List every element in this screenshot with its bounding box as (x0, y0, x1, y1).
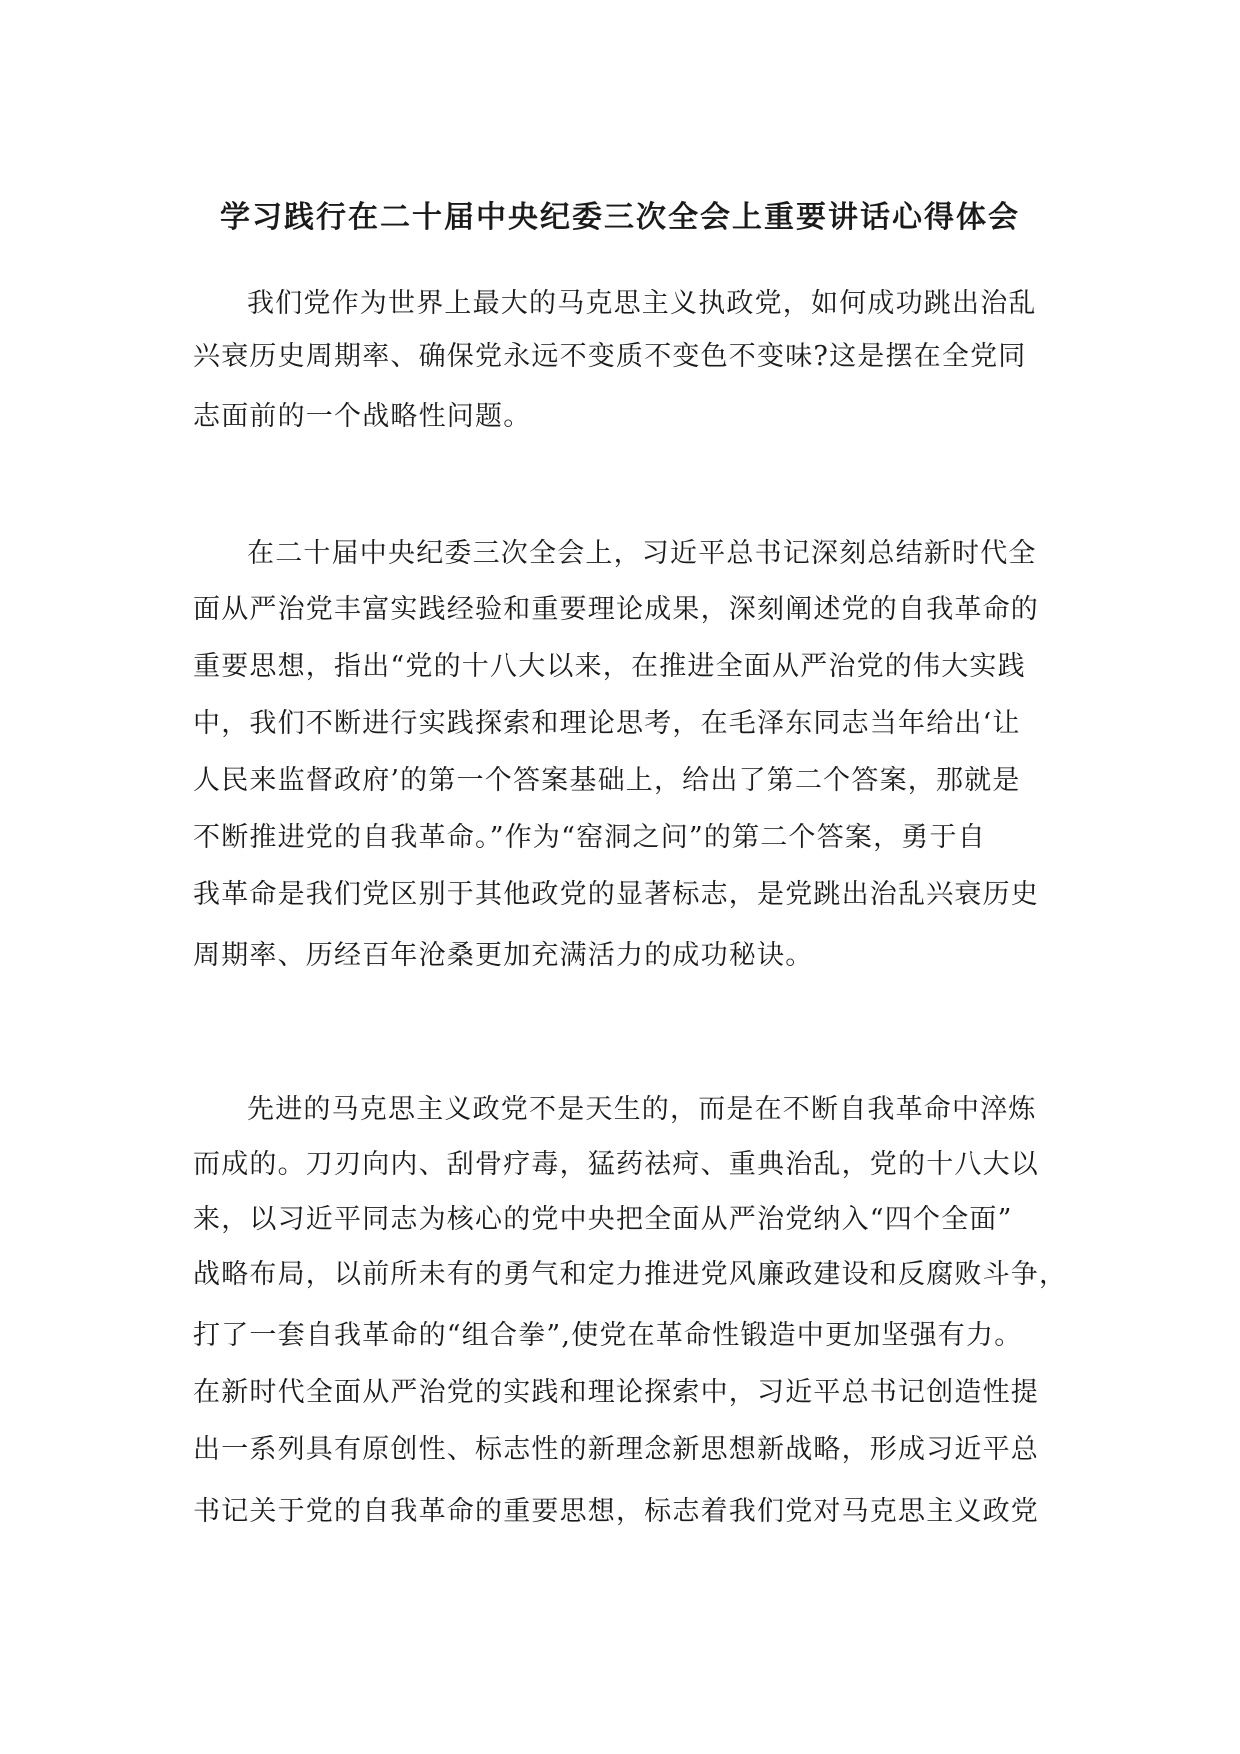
paragraph-1-line-3: 志面前的一个战略性问题。 (193, 401, 532, 432)
paragraph-3-line-7: 出一系列具有原创性、标志性的新理念新思想新战略，形成习近平总 (193, 1434, 1039, 1465)
paragraph-2-line-2: 面从严治党丰富实践经验和重要理论成果，深刻阐述党的自我革命的 (193, 594, 1039, 625)
paragraph-2-line-3: 重要思想，指出“党的十八大以来，在推进全面从严治党的伟大实践 (193, 651, 1026, 682)
paragraph-3-line-8: 书记关于党的自我革命的重要思想，标志着我们党对马克思主义政党 (193, 1496, 1039, 1527)
paragraph-2-line-6: 不断推进党的自我革命。”作为“窑洞之问”的第二个答案，勇于自 (193, 822, 986, 853)
paragraph-3-line-2: 而成的。刀刃向内、刮骨疗毒，猛药祛疴、重典治乱，党的十八大以 (193, 1149, 1039, 1180)
paragraph-2-line-7: 我革命是我们党区别于其他政党的显著标志，是党跳出治乱兴衰历史 (193, 879, 1039, 910)
paragraph-2-line-8: 周期率、历经百年沧桑更加充满活力的成功秘诀。 (193, 940, 814, 971)
paragraph-2-line-4: 中，我们不断进行实践探索和理论思考，在毛泽东同志当年给出‘让 (193, 708, 1021, 739)
paragraph-2-line-5: 人民来监督政府’的第一个答案基础上，给出了第二个答案，那就是 (193, 765, 1021, 796)
paragraph-3-line-6: 在新时代全面从严治党的实践和理论探索中，习近平总书记创造性提 (193, 1377, 1039, 1408)
paragraph-3-line-1: 先进的马克思主义政党不是天生的，而是在不断自我革命中淬炼 (247, 1094, 1037, 1125)
paragraph-3-line-4: 战略布局，以前所未有的勇气和定力推进党风廉政建设和反腐败斗争， (193, 1259, 1068, 1290)
paragraph-1-line-1: 我们党作为世界上最大的马克思主义执政党，如何成功跳出治乱 (247, 288, 1037, 319)
document-title: 学习践行在二十届中央纪委三次全会上重要讲话心得体会 (220, 200, 1020, 235)
paragraph-3-line-3: 来，以习近平同志为核心的党中央把全面从严治党纳入“四个全面” (193, 1204, 1013, 1235)
paragraph-1-line-2: 兴衰历史周期率、确保党永远不变质不变色不变味?这是摆在全党同 (193, 341, 1027, 372)
paragraph-3-line-5: 打了一套自我革命的“组合拳”,使党在革命性锻造中更加坚强有力。 (193, 1320, 1023, 1351)
paragraph-2-line-1: 在二十届中央纪委三次全会上，习近平总书记深刻总结新时代全 (247, 538, 1037, 569)
